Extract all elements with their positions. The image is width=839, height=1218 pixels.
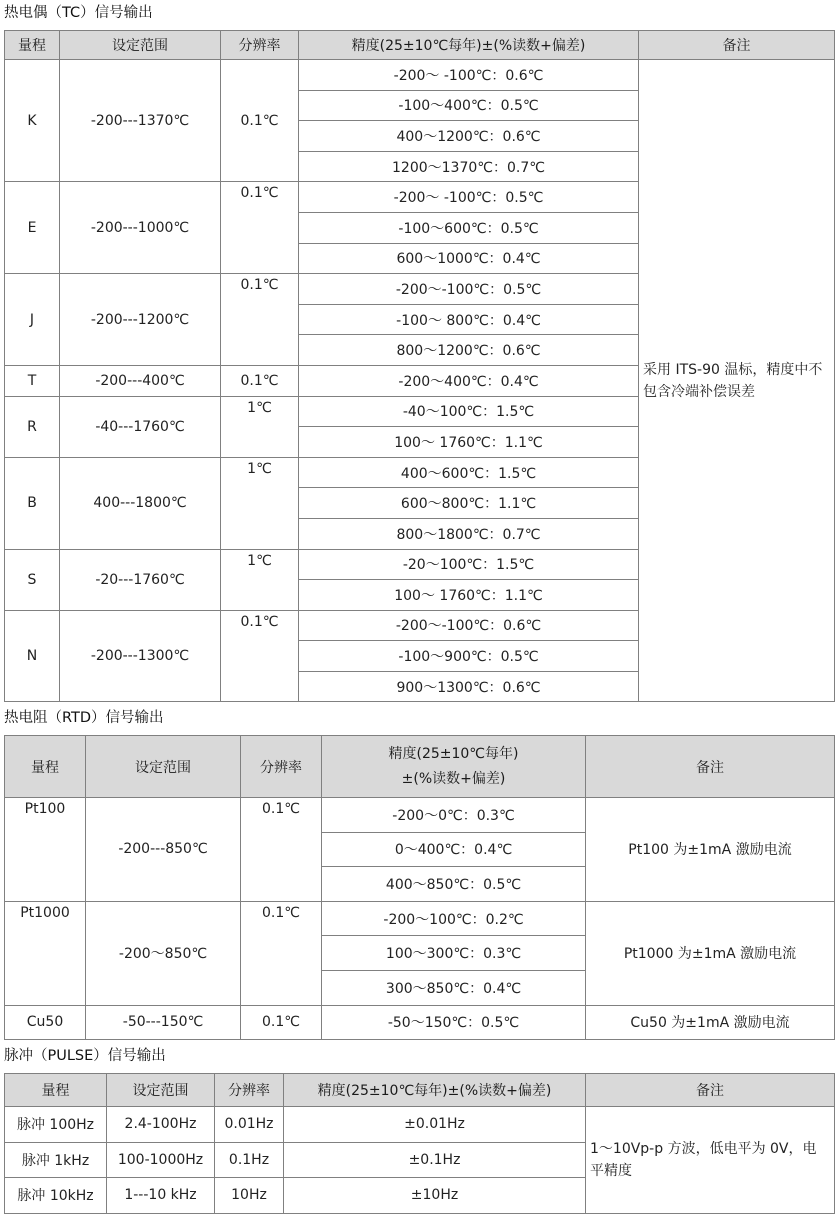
tc-resolution-cell: 0.1℃ (221, 610, 299, 702)
rtd-setting-cell: -200---850℃ (86, 798, 241, 902)
rtd-accuracy-cell: 300～850℃：0.4℃ (322, 970, 586, 1005)
rtd-range-cell: Cu50 (5, 1005, 86, 1040)
pulse-resolution-cell: 0.01Hz (215, 1107, 284, 1143)
pulse-header-row (5, 1074, 835, 1107)
table-row (5, 1005, 835, 1040)
tc-header-setting: 设定范围 (60, 31, 221, 60)
pulse-section-title: 脉冲（PULSE）信号输出 (4, 1048, 166, 1064)
rtd-resolution-cell: 0.1℃ (241, 1005, 322, 1040)
tc-header-note: 备注 (639, 31, 835, 60)
table-row (5, 901, 835, 936)
rtd-header-accuracy (322, 736, 586, 798)
tc-accuracy-cell: -100～400℃：0.5℃ (299, 90, 639, 121)
tc-accuracy-cell: -40～100℃：1.5℃ (299, 396, 639, 427)
pulse-header-accuracy: 精度(25±10℃每年)±(%读数+偏差) (284, 1074, 586, 1107)
tc-accuracy-cell: 600～1000℃：0.4℃ (299, 243, 639, 274)
rtd-header-range: 量程 (5, 736, 86, 798)
tc-range-cell: T (5, 365, 60, 396)
rtd-setting-cell: -50---150℃ (86, 1005, 241, 1040)
tc-section-title: 热电偶（TC）信号输出 (4, 5, 153, 21)
rtd-accuracy-cell: 100～300℃：0.3℃ (322, 936, 586, 971)
table-row (5, 798, 835, 833)
tc-header-range: 量程 (5, 31, 60, 60)
rtd-setting-cell: -200～850℃ (86, 901, 241, 1005)
rtd-accuracy-cell: 400～850℃：0.5℃ (322, 867, 586, 902)
rtd-resolution-cell: 0.1℃ (241, 901, 322, 1005)
pulse-setting-cell: 2.4-100Hz (107, 1107, 215, 1143)
pulse-header-setting: 设定范围 (107, 1074, 215, 1107)
tc-accuracy-cell: -20～100℃：1.5℃ (299, 549, 639, 580)
tc-accuracy-cell: -100～900℃：0.5℃ (299, 641, 639, 672)
tc-accuracy-cell: -200～-100℃：0.6℃ (299, 610, 639, 641)
tc-header-accuracy: 精度(25±10℃每年)±(%读数+偏差) (299, 31, 639, 60)
rtd-header-accuracy-line1: 精度(25±10℃每年) (388, 745, 519, 762)
tc-setting-cell: -200---1370℃ (60, 60, 221, 182)
tc-setting-cell: 400---1800℃ (60, 457, 221, 549)
table-row (5, 1107, 835, 1143)
rtd-header-accuracy-line2: ±(%读数+偏差) (401, 770, 506, 787)
tc-accuracy-cell: 1200～1370℃：0.7℃ (299, 151, 639, 182)
tc-resolution-cell: 1℃ (221, 396, 299, 457)
table-row (5, 60, 835, 91)
tc-accuracy-cell: -200～ -100℃：0.5℃ (299, 182, 639, 213)
tc-setting-cell: -200---1300℃ (60, 610, 221, 702)
tc-range-cell: E (5, 182, 60, 274)
pulse-range-cell: 脉冲 1kHz (5, 1142, 107, 1178)
rtd-note-cell: Pt100 为±1mA 激励电流 (586, 798, 835, 902)
tc-resolution-cell: 0.1℃ (221, 365, 299, 396)
rtd-header-note: 备注 (586, 736, 835, 798)
tc-range-cell: K (5, 60, 60, 182)
tc-accuracy-cell: 800～1800℃：0.7℃ (299, 518, 639, 549)
tc-setting-cell: -200---1200℃ (60, 274, 221, 366)
pulse-accuracy-cell: ±10Hz (284, 1178, 586, 1214)
rtd-range-cell: Pt1000 (5, 901, 86, 1005)
pulse-resolution-cell: 0.1Hz (215, 1142, 284, 1178)
tc-range-cell: B (5, 457, 60, 549)
tc-header-resolution: 分辨率 (221, 31, 299, 60)
tc-setting-cell: -40---1760℃ (60, 396, 221, 457)
pulse-range-cell: 脉冲 100Hz (5, 1107, 107, 1143)
rtd-note-cell: Pt1000 为±1mA 激励电流 (586, 901, 835, 1005)
tc-range-cell: R (5, 396, 60, 457)
tc-resolution-cell: 0.1℃ (221, 274, 299, 366)
tc-note-cell: 采用 ITS-90 温标，精度中不包含冷端补偿误差 (639, 60, 835, 702)
rtd-range-cell: Pt100 (5, 798, 86, 902)
tc-setting-cell: -200---1000℃ (60, 182, 221, 274)
tc-header-row (5, 31, 835, 60)
pulse-header-resolution: 分辨率 (215, 1074, 284, 1107)
pulse-header-range: 量程 (5, 1074, 107, 1107)
rtd-header-resolution: 分辨率 (241, 736, 322, 798)
rtd-header-setting: 设定范围 (86, 736, 241, 798)
rtd-accuracy-cell: -200～100℃：0.2℃ (322, 901, 586, 936)
rtd-resolution-cell: 0.1℃ (241, 798, 322, 902)
rtd-note-cell: Cu50 为±1mA 激励电流 (586, 1005, 835, 1040)
rtd-accuracy-cell: 0～400℃：0.4℃ (322, 832, 586, 867)
tc-range-cell: S (5, 549, 60, 610)
pulse-setting-cell: 100-1000Hz (107, 1142, 215, 1178)
pulse-table (4, 1073, 835, 1214)
rtd-section-title: 热电阻（RTD）信号输出 (4, 710, 164, 726)
tc-range-cell: N (5, 610, 60, 702)
tc-accuracy-cell: -100～ 800℃：0.4℃ (299, 304, 639, 335)
tc-accuracy-cell: -100～600℃：0.5℃ (299, 212, 639, 243)
tc-table (4, 30, 835, 702)
tc-accuracy-cell: 800～1200℃：0.6℃ (299, 335, 639, 366)
tc-accuracy-cell: 400～1200℃：0.6℃ (299, 121, 639, 152)
pulse-accuracy-cell: ±0.01Hz (284, 1107, 586, 1143)
tc-accuracy-cell: -200～-100℃：0.5℃ (299, 274, 639, 305)
pulse-accuracy-cell: ±0.1Hz (284, 1142, 586, 1178)
tc-accuracy-cell: 600～800℃：1.1℃ (299, 488, 639, 519)
tc-accuracy-cell: 100～ 1760℃：1.1℃ (299, 427, 639, 458)
tc-setting-cell: -200---400℃ (60, 365, 221, 396)
tc-resolution-cell: 1℃ (221, 549, 299, 610)
tc-accuracy-cell: 400～600℃：1.5℃ (299, 457, 639, 488)
tc-accuracy-cell: 900～1300℃：0.6℃ (299, 671, 639, 702)
pulse-range-cell: 脉冲 10kHz (5, 1178, 107, 1214)
tc-resolution-cell: 1℃ (221, 457, 299, 549)
tc-accuracy-cell: -200～400℃：0.4℃ (299, 365, 639, 396)
pulse-header-note: 备注 (586, 1074, 835, 1107)
tc-setting-cell: -20---1760℃ (60, 549, 221, 610)
rtd-accuracy-cell: -200～0℃：0.3℃ (322, 798, 586, 833)
tc-accuracy-cell: 100～ 1760℃：1.1℃ (299, 580, 639, 611)
tc-accuracy-cell: -200～ -100℃：0.6℃ (299, 60, 639, 91)
tc-resolution-cell: 0.1℃ (221, 182, 299, 274)
rtd-header-row (5, 736, 835, 798)
pulse-resolution-cell: 10Hz (215, 1178, 284, 1214)
rtd-table (4, 735, 835, 1040)
tc-resolution-cell: 0.1℃ (221, 60, 299, 182)
pulse-setting-cell: 1---10 kHz (107, 1178, 215, 1214)
pulse-note-cell: 1～10Vp-p 方波，低电平为 0V，电平精度 (586, 1107, 835, 1214)
tc-range-cell: J (5, 274, 60, 366)
rtd-accuracy-cell: -50～150℃：0.5℃ (322, 1005, 586, 1040)
